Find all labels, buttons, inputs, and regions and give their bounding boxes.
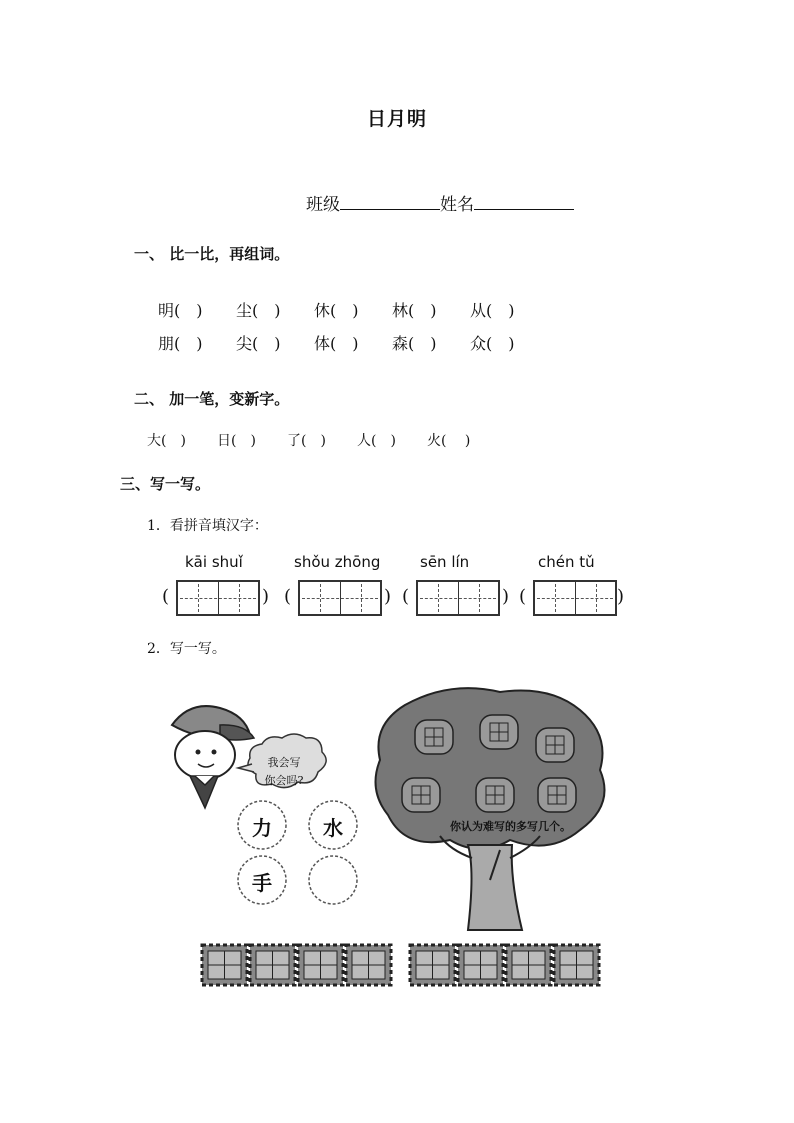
right-paren: ): [262, 586, 270, 607]
pinyin-label: chén tǔ: [538, 553, 595, 571]
section2-heading: 二、 加一笔，变新字。: [134, 390, 290, 408]
flower-char: 水: [323, 816, 343, 840]
apple-grid-icon: [402, 778, 440, 812]
word-item: 体( ): [314, 334, 359, 353]
apple-grid-icon: [480, 715, 518, 749]
left-paren: (: [402, 586, 410, 607]
speech-bubble-text: 我会写 你会吗?: [264, 756, 304, 787]
tianzige-box[interactable]: [416, 580, 500, 616]
writing-box-group: [284, 580, 394, 616]
left-paren: (: [519, 586, 527, 607]
section3-heading: 三、写一写。: [120, 475, 211, 493]
right-paren: ): [502, 586, 510, 607]
word-item: 林( ): [392, 301, 437, 320]
word-item: 森( ): [392, 334, 437, 353]
word-item: 从( ): [470, 301, 515, 320]
left-paren: (: [284, 586, 292, 607]
flower-icon: [309, 856, 357, 904]
word-item: 尖( ): [236, 334, 281, 353]
tianzige-box[interactable]: [298, 580, 382, 616]
section2-row: [147, 430, 497, 450]
word-item: 尘( ): [236, 301, 281, 320]
section3-sub1: 1．看拼音填汉字：: [147, 518, 268, 534]
add-stroke-item: 日( ): [217, 433, 256, 449]
apple-grid-icon: [538, 778, 576, 812]
bottom-writing-tiles: [202, 945, 599, 985]
apple-grid-icon: [415, 720, 453, 754]
add-stroke-item: 人( ): [357, 433, 396, 449]
left-paren: (: [162, 586, 170, 607]
writing-illustration: [150, 680, 630, 1000]
right-paren: ): [384, 586, 392, 607]
class-label: 班级: [306, 195, 340, 215]
apple-grid-icon: [476, 778, 514, 812]
word-item: 休( ): [314, 301, 359, 320]
pinyin-label: sēn lín: [420, 553, 470, 571]
right-paren: ): [617, 586, 625, 607]
add-stroke-item: 大( ): [147, 433, 186, 449]
flower-char: 力: [252, 816, 272, 840]
name-blank[interactable]: [474, 193, 574, 210]
word-item: 众( ): [470, 334, 515, 353]
add-stroke-item: 了( ): [287, 433, 326, 449]
writing-box-group: [402, 580, 512, 616]
writing-box-group: [162, 580, 272, 616]
pinyin-label: shǒu zhōng: [294, 553, 381, 571]
section1-row-b: [158, 331, 548, 354]
boy-icon: [172, 706, 254, 808]
tianzige-box[interactable]: [533, 580, 617, 616]
page-title: 日月明: [366, 108, 427, 130]
word-item: 明( ): [158, 301, 203, 320]
name-label: 姓名: [440, 195, 474, 215]
section1-heading: 一、 比一比，再组词。: [134, 245, 290, 263]
tree-caption: 你认为难写的多写几个。: [450, 820, 571, 833]
word-item: 朋( ): [158, 334, 203, 353]
section1-row-a: [158, 298, 548, 321]
flower-char: 手: [252, 871, 272, 895]
class-name-line: [306, 190, 574, 215]
section3-sub2: 2．写一写。: [147, 641, 226, 657]
class-blank[interactable]: [340, 193, 440, 210]
pinyin-label: kāi shuǐ: [185, 553, 243, 571]
tianzige-box[interactable]: [176, 580, 260, 616]
writing-box-group: [519, 580, 629, 616]
apple-grid-icon: [536, 728, 574, 762]
add-stroke-item: 火( ): [427, 433, 471, 449]
